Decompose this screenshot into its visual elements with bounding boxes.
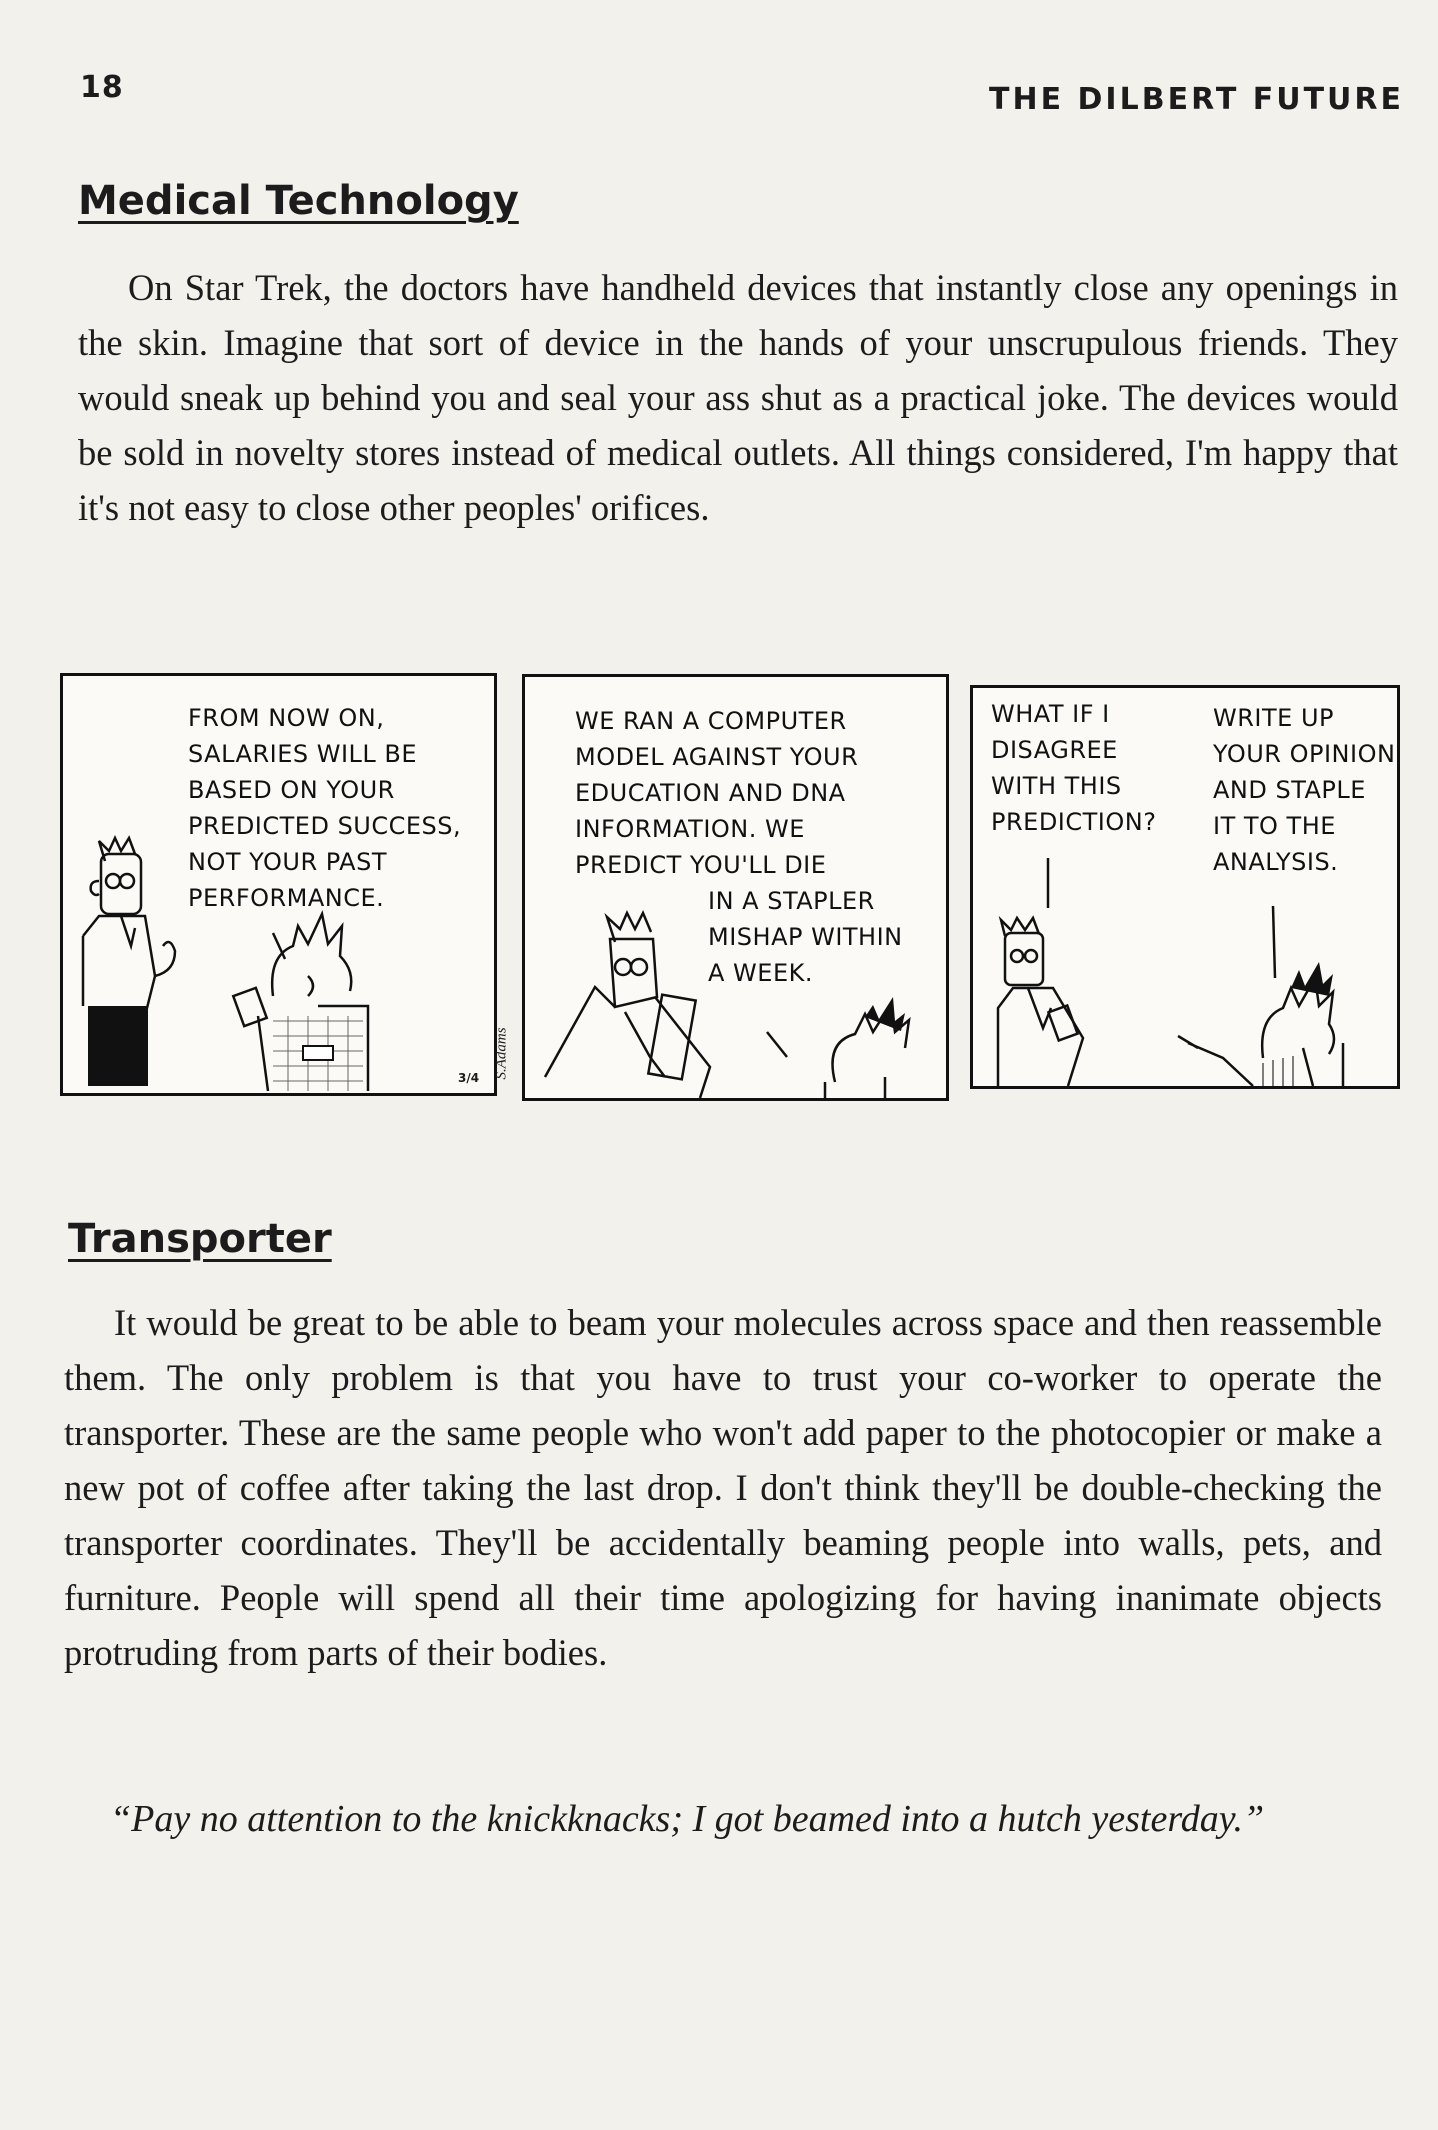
medical-technology-paragraph: On Star Trek, the doctors have handheld devices that instantly close any openings in the skin. Imagine that sort of device in the hands of your unscrupulous friends. They would sneak up behind you and seal your ass shut as a practical joke. The devices would be sold in novelty stores instead of medical outlets. All things considered, I'm happy that it's not easy to close other peoples' orifices. bbox=[78, 267, 1398, 528]
panel2-speech-balloon-bottom: IN A STAPLER MISHAP WITHIN A WEEK. bbox=[708, 887, 903, 987]
section-heading-transporter: Transporter bbox=[68, 1216, 332, 1262]
panel3-speech-balloon-left: WHAT IF I DISAGREE WITH THIS PREDICTION? bbox=[991, 700, 1157, 836]
panel1-date: 3/4 bbox=[458, 1071, 480, 1085]
panel2-drawing bbox=[525, 677, 946, 1098]
dilbert-comic-strip bbox=[56, 665, 1401, 1105]
running-head: THE DILBERT FUTURE bbox=[989, 82, 1404, 117]
transporter-paragraph: It would be great to be able to beam your molecules across space and then reassemble them. The only problem is that you have to trust your co-worker to operate the transporter. These are the same people who won't add paper to the photocopier or make a new pot of coffee after taking the last drop. I don't think they'll be double-checking the transporter coordinates. They'll be accidentally beaming people into walls, pets, and furniture. People will spend all their time apologizing for having inanimate objects protruding from parts of their bodies. bbox=[64, 1302, 1382, 1673]
panel3-speech-balloon-right: WRITE UP YOUR OPINION AND STAPLE IT TO THE ANALYSIS. bbox=[1213, 704, 1396, 876]
section-heading-medical-technology: Medical Technology bbox=[78, 178, 519, 224]
comic-panel-3 bbox=[970, 685, 1400, 1089]
artist-signature: S.Adams bbox=[493, 1027, 510, 1080]
panel2-speech-balloon-top: WE RAN A COMPUTER MODEL AGAINST YOUR EDUCATION AND DNA INFORMATION. WE PREDICT YOU'LL DIE bbox=[575, 707, 859, 879]
panel1-drawing bbox=[63, 676, 494, 1093]
panel1-speech-balloon: FROM NOW ON, SALARIES WILL BE BASED ON YOUR PREDICTED SUCCESS, NOT YOUR PAST PERFORMANCE. bbox=[188, 704, 462, 912]
transporter-quote: “Pay no attention to the knickknacks; I got beamed into a hutch yesterday.” bbox=[110, 1798, 1265, 1840]
panel3-drawing bbox=[973, 688, 1397, 1086]
comic-panel-1 bbox=[60, 673, 497, 1096]
comic-panel-2 bbox=[522, 674, 949, 1101]
page-number: 18 bbox=[80, 70, 124, 105]
